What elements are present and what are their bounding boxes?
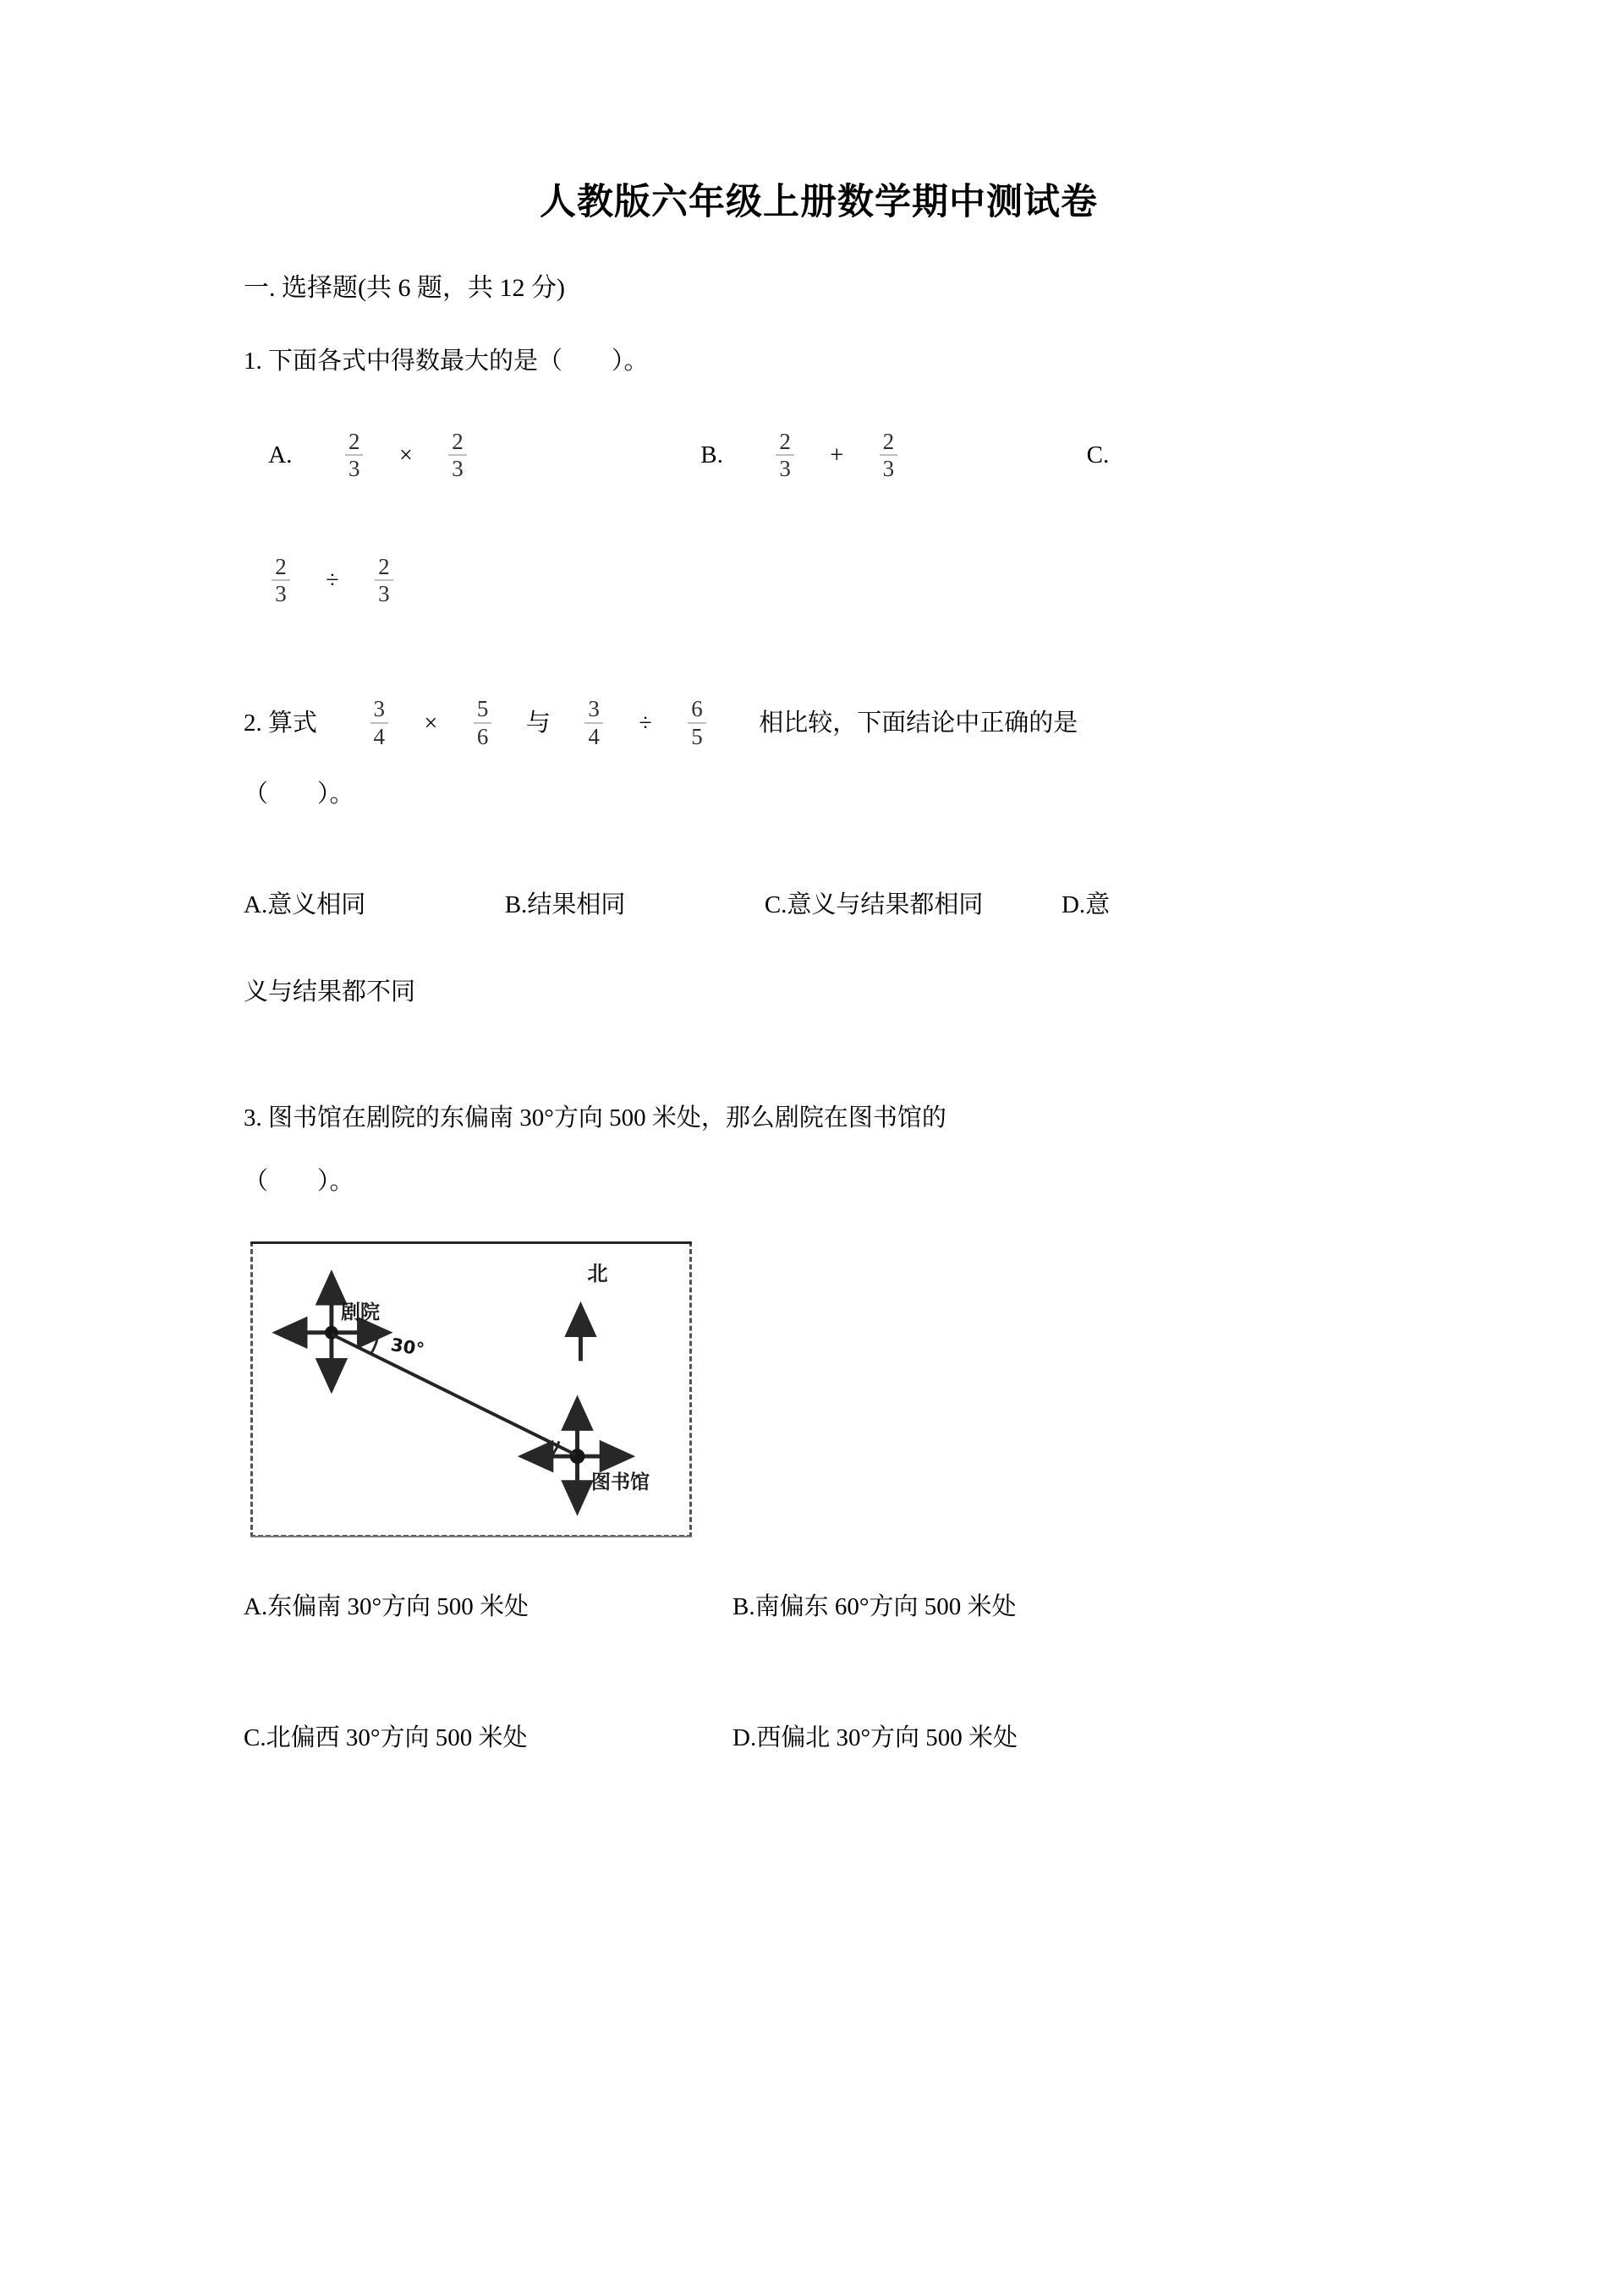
fraction-numerator: 3 [588,696,600,722]
fraction-denominator: 3 [272,579,290,606]
option-2c[interactable] [765,891,984,918]
option-3a[interactable] [244,1588,732,1626]
fraction-denominator: 5 [688,722,706,749]
figure-label-library: 图书馆 [591,1471,650,1493]
option-2d-wrapped-text: 义与结果都不同 [244,978,416,1006]
option-2d-text: 意 [1085,890,1111,918]
question-2-stem-middle: 与 [525,710,551,737]
option-2d-letter: D. [1061,890,1086,918]
option-1b-left-fraction [776,429,794,481]
fraction-denominator: 3 [776,454,794,481]
option-2a[interactable] [244,891,365,918]
option-1c-letter[interactable]: C. [1086,441,1110,469]
fraction-numerator: 2 [378,554,390,579]
page-title: 人教版六年级上册数学期中测试卷 [540,181,1098,223]
option-1a-left-fraction [345,429,364,481]
question-2-expr2-left-fraction [584,696,603,748]
fraction-numerator: 5 [476,696,489,722]
option-2d[interactable] [1062,891,1110,918]
question-2-options-row-1 [244,886,1394,924]
option-1b-operator: + [830,441,844,469]
option-2a-letter: A. [244,890,268,918]
fraction-numerator: 2 [779,428,791,454]
question-2-stem-line-1 [244,697,1394,749]
question-3-options-row-2 [244,1719,1394,1757]
fraction-denominator: 6 [474,722,492,749]
option-3b-text: 南偏东 60°方向 500 米处 [754,1592,1017,1620]
question-2-expr1-operator: × [424,710,438,737]
fraction-denominator: 4 [584,722,603,749]
option-3b-letter: B. [732,1592,755,1620]
section-heading-choice: 一. 选择题(共 6 题，共 12 分) [244,273,565,302]
option-3d-text: 西偏北 30°方向 500 米处 [756,1723,1018,1751]
option-1b-letter[interactable]: B. [700,441,723,469]
fraction-denominator: 3 [375,579,393,606]
option-3a-text: 东偏南 30°方向 500 米处 [267,1592,529,1620]
question-3-stem-line-2: （ ）。 [244,1167,354,1195]
option-3d[interactable] [732,1719,1394,1757]
question-1-stem: 1. 下面各式中得数最大的是（ ）。 [244,347,649,375]
option-3c[interactable] [244,1719,732,1757]
fraction-numerator: 2 [348,428,360,454]
option-1c-operator: ÷ [326,567,339,595]
question-2-stem-prefix: 2. 算式 [244,710,318,737]
option-1c-right-fraction [375,554,393,606]
fraction-denominator: 3 [880,454,898,481]
option-1a-right-fraction [448,429,467,481]
option-3b[interactable] [732,1588,1394,1626]
option-1a-letter[interactable]: A. [268,441,293,469]
option-1b-right-fraction [880,429,898,481]
option-2b[interactable] [505,891,626,918]
question-2-stem-line-2: （ ）。 [244,780,354,808]
question-2-expr2-operator: ÷ [639,710,652,737]
fraction-denominator: 3 [345,454,364,481]
option-3a-letter: A. [244,1592,268,1620]
fraction-numerator: 6 [691,696,703,722]
page-content [244,0,1394,1757]
angle-arc-theater [371,1332,378,1352]
fraction-numerator: 3 [373,696,386,722]
question-2-expr1-left-fraction [370,696,389,748]
fraction-denominator: 4 [370,722,389,749]
question-3-options-row-1 [244,1588,1394,1626]
fraction-numerator: 2 [452,428,464,454]
option-3c-letter: C. [244,1723,266,1751]
theater-library-connector [332,1334,576,1454]
fraction-denominator: 3 [448,454,467,481]
option-2a-text: 意义相同 [267,890,366,918]
option-2c-letter: C. [764,890,787,918]
question-1-options-row-2 [244,555,1394,607]
question-2-expr1-right-fraction [474,696,492,748]
option-2b-text: 结果相同 [527,890,626,918]
option-3c-text: 北偏西 30°方向 500 米处 [266,1723,528,1751]
direction-diagram-figure [250,1241,692,1537]
option-2b-letter: B. [504,890,528,918]
question-3-figure-wrapper [250,1241,1394,1537]
option-1a-operator: × [398,441,413,469]
question-2-stem-suffix: 相比较，下面结论中正确的是 [759,710,1078,737]
fraction-numerator: 2 [275,554,287,579]
figure-label-north: 北 [584,1262,607,1283]
figure-label-angle: 30° [389,1334,426,1360]
option-3d-letter: D. [732,1723,757,1751]
option-1c-left-fraction [272,554,290,606]
question-2-expr2-right-fraction [688,696,706,748]
fraction-numerator: 2 [882,428,895,454]
question-1-options-row-1 [244,430,1394,482]
option-2c-text: 意义与结果都相同 [787,890,984,918]
figure-label-theater: 剧院 [341,1301,380,1323]
question-3-stem-line-1: 3. 图书馆在剧院的东偏南 30°方向 500 米处，那么剧院在图书馆的 [244,1104,946,1132]
